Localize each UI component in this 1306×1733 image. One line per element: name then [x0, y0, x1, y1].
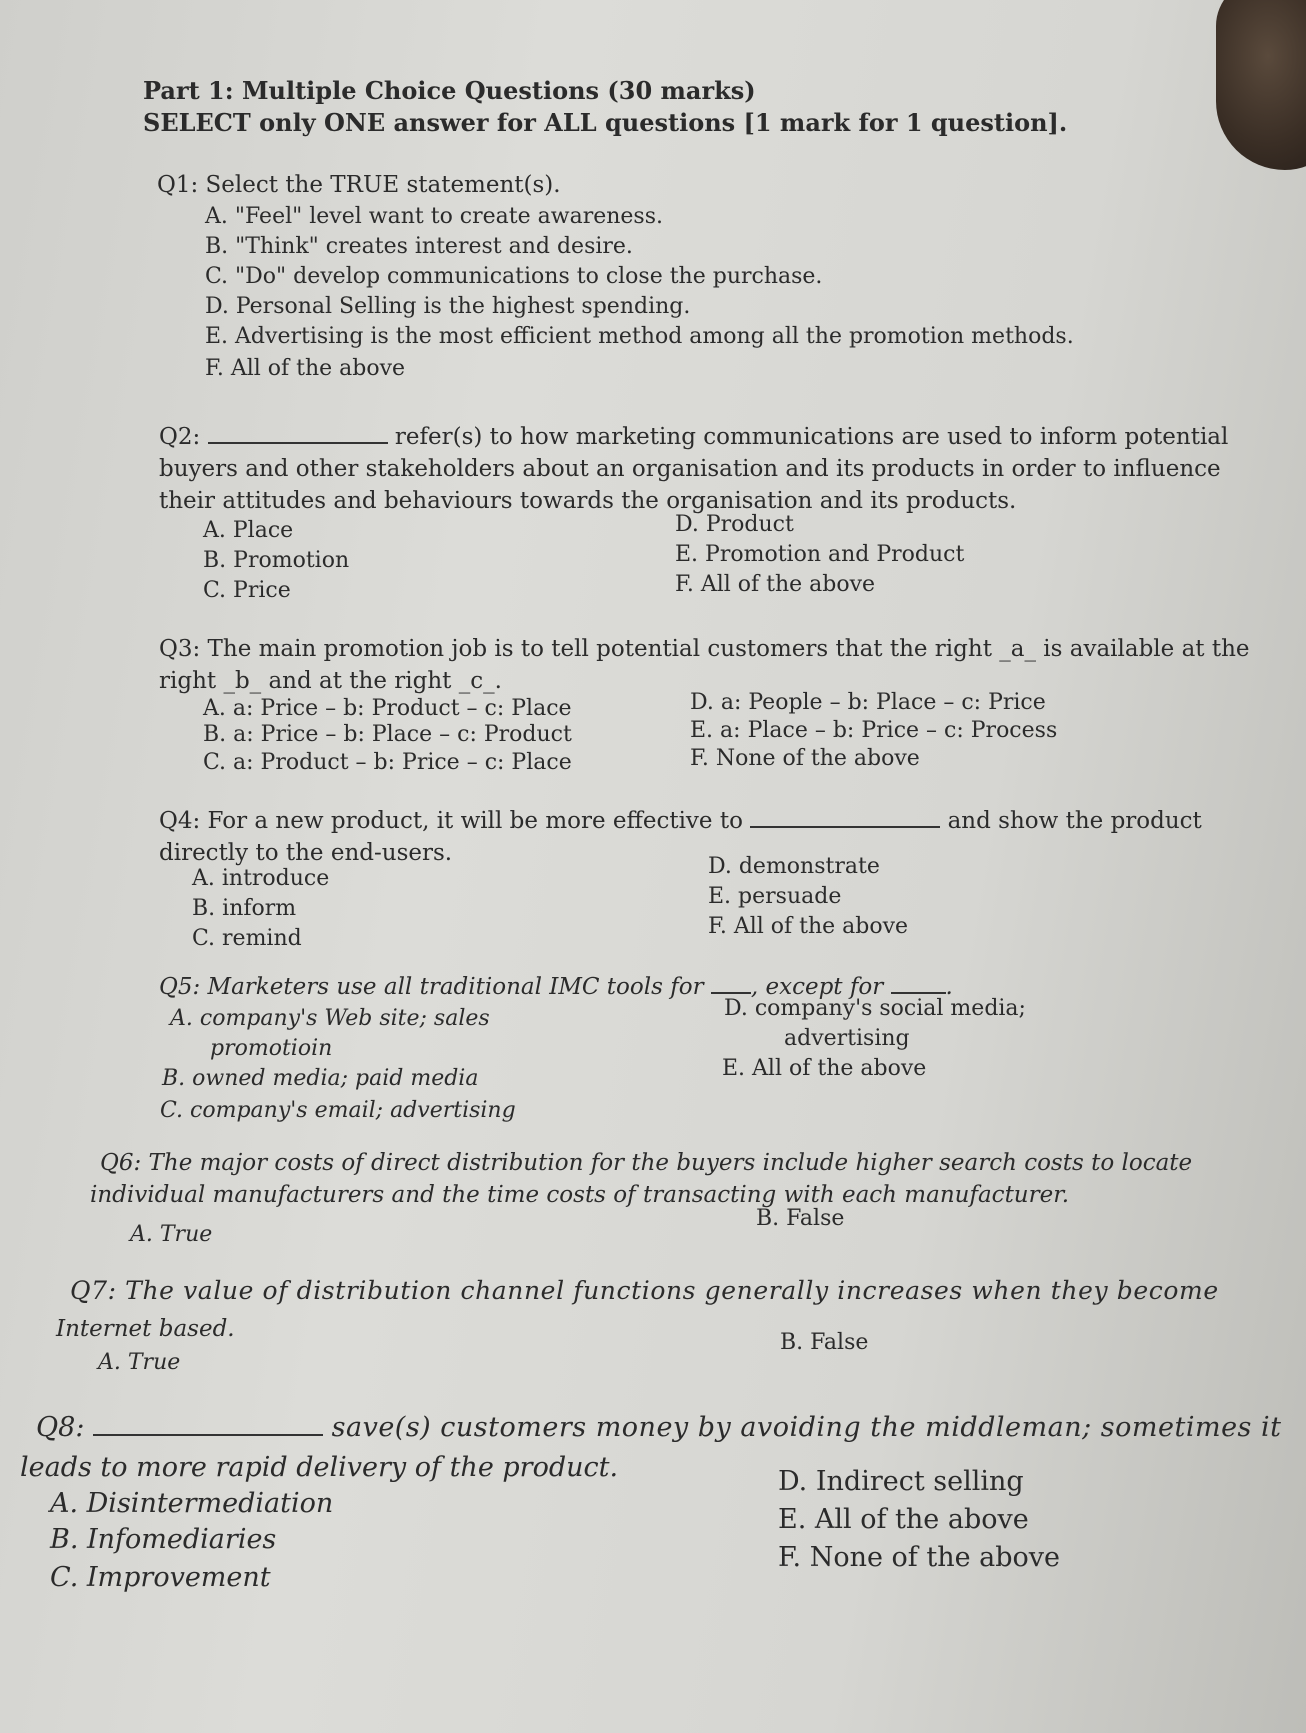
q3-stem: Q3: The main promotion job is to tell potential customers that the right _a_ is available at the	[159, 636, 1250, 662]
q2-label: Q2:	[159, 424, 201, 450]
q4-option-d[interactable]: D. demonstrate	[708, 854, 880, 879]
q2-stem-line2: buyers and other stakeholders about an organisation and its products in order to influence	[159, 456, 1221, 482]
q5-option-b[interactable]: B. owned media; paid media	[162, 1066, 479, 1091]
q4-stem	[159, 808, 1202, 834]
q2-stem-rest: refer(s) to how marketing communications are used to inform potential	[394, 424, 1229, 450]
q8-stem-rest: save(s) customers money by avoiding the middleman; sometimes it	[331, 1412, 1282, 1443]
q1-option-a[interactable]: A. "Feel" level want to create awareness.	[205, 204, 663, 229]
q8-option-c[interactable]: C. Improvement	[50, 1562, 271, 1593]
q5-option-a-cont: promotioin	[210, 1036, 333, 1061]
q5-option-e[interactable]: E. All of the above	[722, 1056, 927, 1081]
part-title: Part 1: Multiple Choice Questions (30 marks)	[143, 76, 756, 105]
q1-option-e[interactable]: E. Advertising is the most efficient method among all the promotion methods.	[205, 324, 1074, 349]
q8-option-b[interactable]: B. Infomediaries	[50, 1524, 277, 1555]
q5-option-d-cont: advertising	[784, 1026, 910, 1051]
q4-option-f[interactable]: F. All of the above	[708, 914, 909, 939]
q2-answer-blank[interactable]	[208, 441, 388, 444]
q1-stem: Q1: Select the TRUE statement(s).	[157, 172, 561, 198]
q5-option-c[interactable]: C. company's email; advertising	[160, 1098, 516, 1123]
q4-stem-line2: directly to the end-users.	[159, 840, 453, 866]
q4-stem-start: Q4: For a new product, it will be more effective to	[159, 808, 743, 834]
q7-stem: Q7: The value of distribution channel functions generally increases when they become	[70, 1276, 1219, 1305]
q2-stem	[159, 424, 1228, 450]
q4-option-a[interactable]: A. introduce	[192, 866, 330, 891]
q1-option-f[interactable]: F. All of the above	[205, 356, 406, 381]
q5-answer-blank-2[interactable]	[891, 991, 946, 994]
q4-answer-blank[interactable]	[750, 825, 940, 828]
q7-option-b[interactable]: B. False	[780, 1330, 869, 1355]
q2-option-e[interactable]: E. Promotion and Product	[675, 542, 965, 567]
q1-option-d[interactable]: D. Personal Selling is the highest spending.	[205, 294, 691, 319]
q5-stem-mid: , except for	[750, 974, 884, 1000]
q4-option-b[interactable]: B. inform	[192, 896, 297, 921]
q3-option-f[interactable]: F. None of the above	[690, 746, 920, 771]
q5-option-a[interactable]: A. company's Web site; sales	[170, 1006, 490, 1031]
q2-option-d[interactable]: D. Product	[675, 512, 794, 537]
q4-stem-end: and show the product	[947, 808, 1202, 834]
q3-option-a[interactable]: A. a: Price – b: Product – c: Place	[203, 696, 572, 721]
q4-option-e[interactable]: E. persuade	[708, 884, 842, 909]
q3-option-b[interactable]: B. a: Price – b: Place – c: Product	[203, 722, 572, 747]
q8-option-d[interactable]: D. Indirect selling	[778, 1466, 1024, 1497]
q8-option-a[interactable]: A. Disintermediation	[50, 1488, 334, 1519]
q5-stem-start: Q5: Marketers use all traditional IMC tools for	[159, 974, 704, 1000]
q6-stem-line2: individual manufacturers and the time costs of transacting with each manufacturer.	[90, 1182, 1070, 1208]
instruction: SELECT only ONE answer for ALL questions [1 mark for 1 question].	[143, 108, 1068, 137]
q3-option-c[interactable]: C. a: Product – b: Price – c: Place	[203, 750, 572, 775]
q2-option-c[interactable]: C. Price	[203, 578, 291, 603]
q8-option-e[interactable]: E. All of the above	[778, 1504, 1029, 1535]
q8-stem-line2: leads to more rapid delivery of the product.	[20, 1452, 619, 1483]
q5-answer-blank-1[interactable]	[711, 991, 751, 994]
q2-option-b[interactable]: B. Promotion	[203, 548, 350, 573]
q8-option-f[interactable]: F. None of the above	[778, 1542, 1061, 1573]
q7-stem-line2: Internet based.	[56, 1316, 235, 1342]
q3-option-d[interactable]: D. a: People – b: Place – c: Price	[690, 690, 1046, 715]
q1-option-b[interactable]: B. "Think" creates interest and desire.	[205, 234, 633, 259]
q3-option-e[interactable]: E. a: Place – b: Price – c: Process	[690, 718, 1058, 743]
q8-label: Q8:	[36, 1412, 85, 1443]
q1-option-c[interactable]: C. "Do" develop communications to close the purchase.	[205, 264, 823, 289]
q2-option-f[interactable]: F. All of the above	[675, 572, 876, 597]
q4-option-c[interactable]: C. remind	[192, 926, 302, 951]
q8-answer-blank[interactable]	[93, 1433, 323, 1436]
q3-stem-line2: right _b_ and at the right _c_.	[159, 668, 502, 694]
q7-option-a[interactable]: A. True	[98, 1350, 181, 1375]
q6-option-b[interactable]: B. False	[756, 1206, 845, 1231]
q2-option-a[interactable]: A. Place	[203, 518, 294, 543]
q5-option-d[interactable]: D. company's social media;	[724, 996, 1026, 1021]
q2-stem-line3: their attitudes and behaviours towards the organisation and its products.	[159, 488, 1017, 514]
q6-stem: Q6: The major costs of direct distribution for the buyers include higher search costs to locate	[100, 1150, 1193, 1176]
q5-stem-end: .	[945, 974, 953, 1000]
q6-option-a[interactable]: A. True	[130, 1222, 213, 1247]
q8-stem	[36, 1412, 1281, 1443]
